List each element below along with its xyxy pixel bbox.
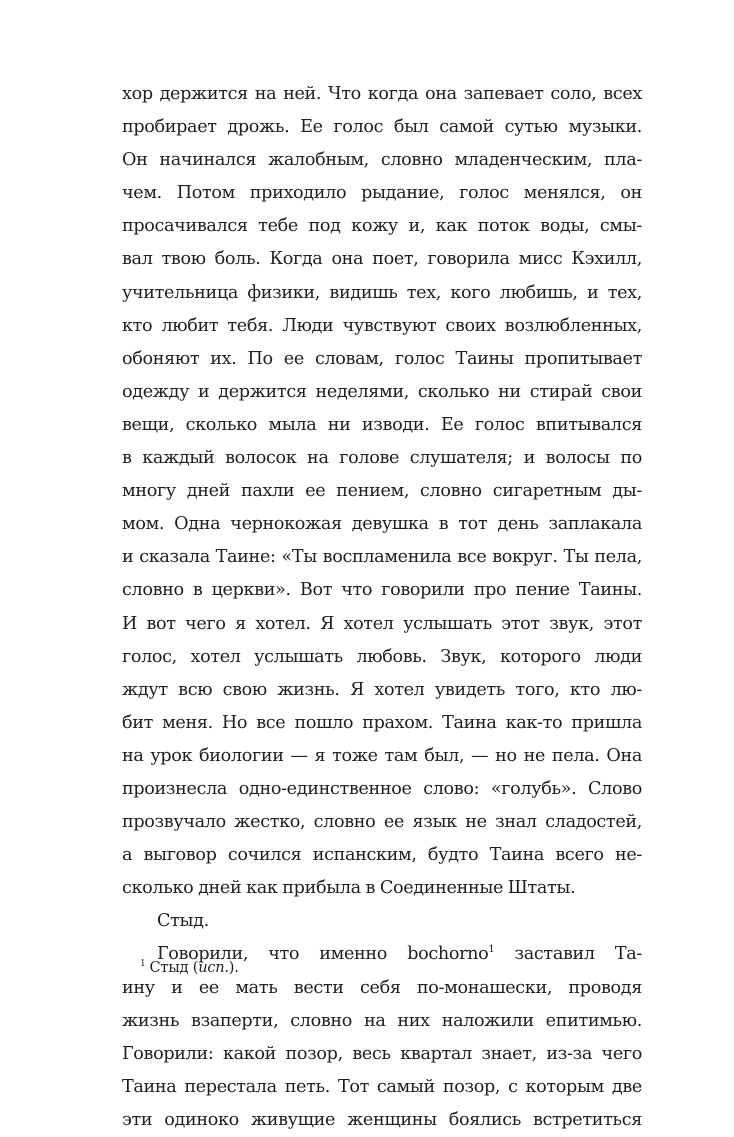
footnote-marker: 1 [140,959,146,969]
text-line: Он начинался жалобным, словно младенческим, пла- [122,150,642,171]
paragraph-first-line-rest: заставил Та- [494,944,642,965]
text-line: просачивался тебе под кожу и, как поток воды, смы- [122,216,642,237]
text-line: чем. Потом приходило рыдание, голос менялся, он [122,183,642,204]
text-line: на урок биологии — я тоже там был, — но не пела. Она [122,745,642,766]
stid-paragraph: Стыд. [157,911,209,932]
text-line: обоняют их. По ее словам, голос Таины пропитывает [122,348,642,369]
text-line: в каждый волосок на голове слушателя; и волосы по [122,448,642,469]
text-line: одежду и держится неделями, сколько ни стирай свои [122,381,642,402]
footnote-text-before: Стыд ( [149,960,199,976]
text-line: хор держится на ней. Что когда она запевает соло, всех [122,84,642,104]
text-line: учительница физики, видишь тех, кого любишь, и тех, [122,282,642,303]
text-line: сколько дней как прибыла в Соединенные Штаты. [122,878,576,899]
paragraph-first-line-text: Говорили, что именно bochorno [157,944,489,965]
text-line: голос, хотел услышать любовь. Звук, которого люди [122,646,642,667]
text-line: и сказала Таине: «Ты воспламенила все вокруг. Ты пела, [122,547,642,568]
body-text [122,78,642,1137]
text-line: Говорили: какой позор, весь квартал знает, из-за чего [122,1043,642,1064]
text-line: ждут всю свою жизнь. Я хотел увидеть того, кто лю- [122,679,642,700]
text-line: эти одиноко живущие женщины боялись встретиться [122,1109,642,1130]
footnote [140,958,239,978]
text-line: кто любит тебя. Люди чувствуют своих возлюбленных, [122,315,642,336]
text-line: Таина перестала петь. Тот самый позор, с которым две [122,1076,642,1097]
text-line: прозвучало жестко, словно ее язык не знал сладостей, [122,812,642,833]
text-line: ину и ее мать вести себя по-монашески, проводя [122,977,642,998]
text-line: жизнь взаперти, словно на них наложили епитимью. [122,1010,642,1031]
text-line: произнесла одно-единственное слово: «голубь». Слово [122,778,642,799]
text-line: многу дней пахли ее пением, словно сигаретным ды- [122,481,642,502]
text-line: словно в церкви». Вот что говорили про пение Таины. [122,580,642,601]
footnote-text-italic: исп. [198,960,229,976]
footnote-text-after: ). [228,960,239,976]
text-line: а выговор сочился испанским, будто Таина всего не- [122,845,642,866]
text-line: вещи, сколько мыла ни изводи. Ее голос впитывался [122,414,642,435]
text-line: вал твою боль. Когда она поет, говорила мисс Кэхилл, [122,249,642,270]
text-line: пробирает дрожь. Ее голос был самой сутью музыки. [122,117,642,138]
footnote-reference[interactable]: 1 [488,944,495,956]
text-line: мом. Одна чернокожая девушка в тот день заплакала [122,514,642,535]
text-line: И вот чего я хотел. Я хотел услышать этот звук, этот [122,613,642,634]
text-line: бит меня. Но все пошло прахом. Таина как-то пришла [122,712,642,733]
